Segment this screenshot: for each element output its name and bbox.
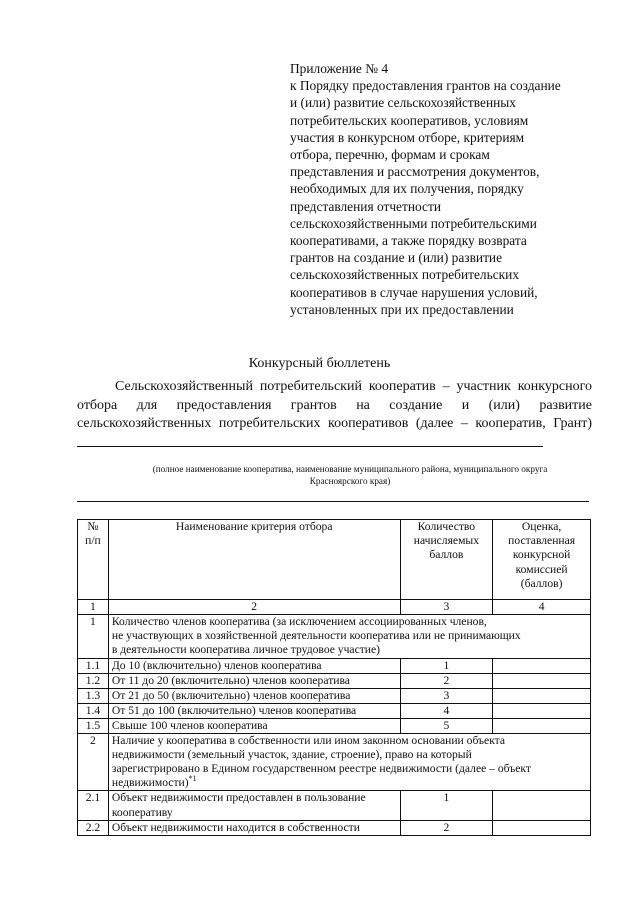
table-header-row: [78, 520, 591, 600]
criteria-table: [77, 519, 591, 836]
appendix-line: участия в конкурсном отборе, критериям: [290, 129, 525, 145]
cooperative-name-fill-line: [77, 434, 543, 447]
appendix-line: потребительских кооперативов, условиям: [290, 112, 529, 128]
separator-line: [77, 501, 589, 502]
row-criterion: Свыше 100 членов кооператива: [108, 718, 400, 733]
appendix-line: представления и рассмотрения документов,: [290, 164, 540, 180]
header-name: Наименование критерия отбора: [108, 520, 400, 600]
row-score-field[interactable]: [493, 703, 591, 718]
header-text: Количество: [417, 520, 476, 533]
row-num: 2.1: [78, 791, 109, 820]
row-points: 2: [400, 820, 493, 835]
appendix-line: необходимых для их получения, порядку: [290, 181, 524, 197]
row-score-field[interactable]: [493, 791, 591, 820]
header-num: [78, 520, 109, 600]
criterion-line: не участвующих в хозяйственной деятельности кооператива или не принимающих: [111, 629, 521, 643]
column-number: 4: [493, 600, 591, 615]
header-text: баллов: [429, 548, 464, 562]
row-num: 1.1: [78, 658, 109, 673]
intro-note: [110, 463, 590, 487]
row-criterion: Объект недвижимости находится в собственности: [108, 820, 400, 835]
table-row: [78, 703, 591, 718]
row-points: 1: [400, 791, 493, 820]
appendix-line: установленных при их предоставлении: [290, 301, 514, 317]
row-criterion: От 21 до 50 (включительно) членов кооператива: [108, 688, 400, 703]
row-num: 2.2: [78, 820, 109, 835]
appendix-line: отбора, перечню, формам и срокам: [290, 147, 490, 163]
criterion-line: Наличие у кооператива в собственности или ином законном основании объекта: [111, 733, 506, 747]
row-score-field[interactable]: [493, 688, 591, 703]
row-points: 3: [400, 688, 493, 703]
table-row: [78, 658, 591, 673]
header-text: поставленная: [508, 534, 576, 548]
header-text: п/п: [85, 534, 101, 548]
row-points: 2: [400, 673, 493, 688]
row-num: 2: [78, 733, 109, 791]
header-score: [493, 520, 591, 600]
table-row: [78, 688, 591, 703]
column-number: 3: [400, 600, 493, 615]
row-score-field[interactable]: [493, 718, 591, 733]
appendix-line: и (или) развитие сельскохозяйственных: [290, 95, 516, 111]
row-criterion: [108, 791, 400, 820]
appendix-line: представления отчетности: [290, 198, 442, 214]
criterion-line: Объект недвижимости предоставлен в пользование: [111, 791, 366, 805]
header-text: комиссией: [515, 562, 568, 576]
row-criterion: [108, 733, 590, 791]
header-text: начисляемых: [413, 534, 479, 548]
row-criterion: От 11 до 20 (включительно) членов кооператива: [108, 673, 400, 688]
row-num: 1.3: [78, 688, 109, 703]
intro-text: Сельскохозяйственный потребительский кооператив – участник конкурсного отбора для предоставления грантов на создание и (или) развитие сельскохозяйственных потребительских кооперативов (далее – кооператив, Грант): [77, 379, 592, 431]
row-points: 5: [400, 718, 493, 733]
table-row: [78, 733, 591, 791]
row-score-field[interactable]: [493, 820, 591, 835]
row-criterion: От 51 до 100 (включительно) членов кооператива: [108, 703, 400, 718]
row-num: 1.4: [78, 703, 109, 718]
criterion-line: в деятельности кооператива личное трудовое участие): [111, 643, 380, 657]
table-row: [78, 615, 591, 659]
criterion-text: недвижимости): [111, 776, 189, 790]
header-text: №: [87, 520, 99, 533]
row-num: 1: [78, 615, 109, 659]
intro-paragraph: [77, 378, 592, 453]
header-text: Оценка,: [521, 520, 562, 533]
criterion-line: кооперативу: [111, 805, 173, 819]
criterion-line: зарегистрировано в Едином государственном реестре недвижимости (далее – объект: [111, 762, 531, 776]
appendix-line: кооперативов в случае нарушения условий,: [290, 284, 538, 300]
column-number-row: [78, 600, 591, 615]
appendix-line: сельскохозяйственных потребительских: [290, 267, 520, 283]
row-points: 4: [400, 703, 493, 718]
row-points: 1: [400, 658, 493, 673]
appendix-line: Приложение № 4: [290, 61, 389, 76]
intro-note-line: (полное наименование кооператива, наименование муниципального района, муниципального округа: [152, 464, 548, 474]
appendix-line: к Порядку предоставления грантов на создание: [290, 78, 561, 94]
appendix-line: грантов на создание и (или) развитие: [290, 250, 503, 266]
column-number: 2: [108, 600, 400, 615]
header-points: [400, 520, 493, 600]
appendix-line: кооперативами, а также порядку возврата: [290, 233, 527, 249]
criterion-line: Количество членов кооператива (за исключением ассоциированных членов,: [111, 615, 487, 628]
table-row: [78, 718, 591, 733]
table-row: [78, 673, 591, 688]
table-row: [78, 820, 591, 835]
column-number: 1: [78, 600, 109, 615]
row-score-field[interactable]: [493, 658, 591, 673]
row-num: 1.5: [78, 718, 109, 733]
criterion-line: недвижимости (земельный участок, здание, строение), право на который: [111, 747, 472, 761]
row-criterion: До 10 (включительно) членов кооператива: [108, 658, 400, 673]
row-criterion: [108, 615, 590, 659]
document-title: Конкурсный бюллетень: [248, 356, 391, 371]
appendix-header: [290, 60, 595, 318]
criterion-line: [112, 776, 587, 790]
header-text: конкурсной: [512, 548, 571, 562]
header-text: (баллов): [520, 576, 563, 590]
table-row: [78, 791, 591, 820]
appendix-line: сельскохозяйственными потребительскими: [290, 215, 537, 231]
row-score-field[interactable]: [493, 673, 591, 688]
intro-note-line: Красноярского края): [309, 476, 391, 486]
row-num: 1.2: [78, 673, 109, 688]
footnote-mark: *1: [188, 774, 197, 784]
